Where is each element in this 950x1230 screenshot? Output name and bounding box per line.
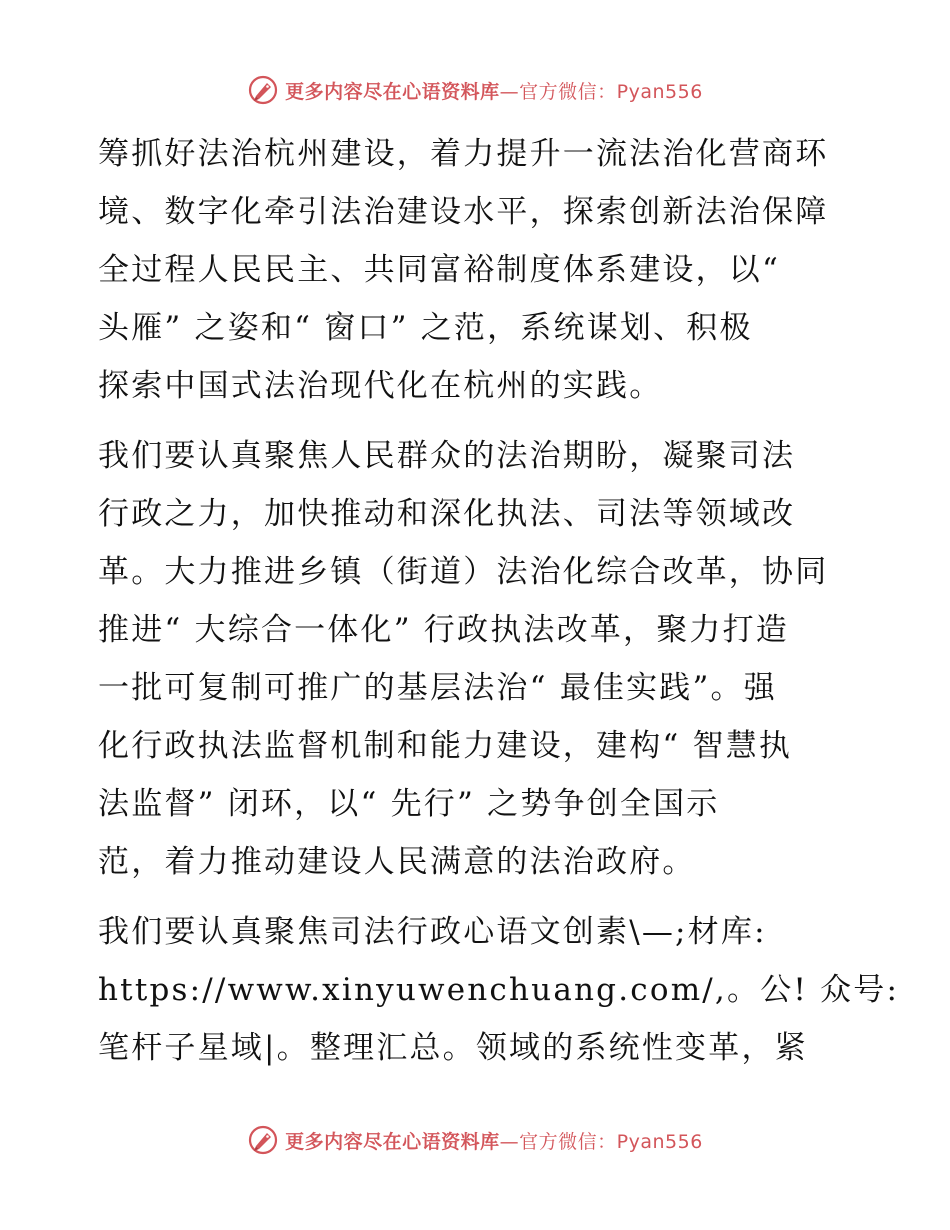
text-line: 法监督” 闭环，以“ 先行” 之势争创全国示 bbox=[98, 786, 720, 822]
paragraph-2 bbox=[98, 427, 858, 891]
text-line: 范，着力推动建设人民满意的法治政府。 bbox=[98, 844, 696, 880]
footer-banner-separator: — bbox=[499, 1130, 520, 1153]
document-body bbox=[98, 125, 900, 1089]
header-banner-text bbox=[285, 77, 703, 104]
text-line: https://www.xinyuwenchuang.com/,。公! 众号: bbox=[98, 972, 900, 1008]
pen-nib-logo-icon bbox=[247, 74, 279, 106]
text-line: 一批可复制可推广的基层法治“ 最佳实践”。强 bbox=[98, 670, 777, 706]
footer-banner-text bbox=[285, 1127, 703, 1154]
header-watermark-banner bbox=[0, 70, 950, 110]
text-line: 我们要认真聚焦人民群众的法治期盼，凝聚司法 bbox=[98, 438, 796, 474]
paragraph-1 bbox=[98, 125, 858, 415]
footer-banner-wechat: 官方微信：Pyan556 bbox=[519, 1130, 703, 1153]
text-line: 革。大力推进乡镇（街道）法治化综合改革，协同 bbox=[98, 554, 829, 590]
text-line: 行政之力，加快推动和深化执法、司法等领域改 bbox=[98, 496, 796, 532]
text-line: 笔杆子星域|。整理汇总。领域的系统性变革，紧 bbox=[98, 1030, 808, 1066]
header-banner-main: 更多内容尽在心语资料库 bbox=[285, 80, 500, 103]
text-line: 我们要认真聚焦司法行政心语文创素\—;材库: bbox=[98, 914, 767, 950]
text-line: 头雁” 之姿和“ 窗口” 之范，系统谋划、积极 bbox=[98, 310, 753, 346]
text-line: 探索中国式法治现代化在杭州的实践。 bbox=[98, 368, 663, 404]
text-line: 境、数字化牵引法治建设水平，探索创新法治保障 bbox=[98, 194, 829, 230]
pen-nib-logo-icon bbox=[247, 1124, 279, 1156]
text-line: 化行政执法监督机制和能力建设，建构“ 智慧执 bbox=[98, 728, 793, 764]
header-banner-separator: — bbox=[499, 80, 520, 103]
text-line: 全过程人民民主、共同富裕制度体系建设，以“ bbox=[98, 252, 781, 288]
paragraph-3 bbox=[98, 903, 900, 1077]
text-line: 筹抓好法治杭州建设，着力提升一流法治化营商环 bbox=[98, 136, 829, 172]
header-banner-wechat: 官方微信：Pyan556 bbox=[519, 80, 703, 103]
footer-watermark-banner bbox=[0, 1120, 950, 1160]
footer-banner-main: 更多内容尽在心语资料库 bbox=[285, 1130, 500, 1153]
text-line: 推进“ 大综合一体化” 行政执法改革，聚力打造 bbox=[98, 612, 790, 648]
